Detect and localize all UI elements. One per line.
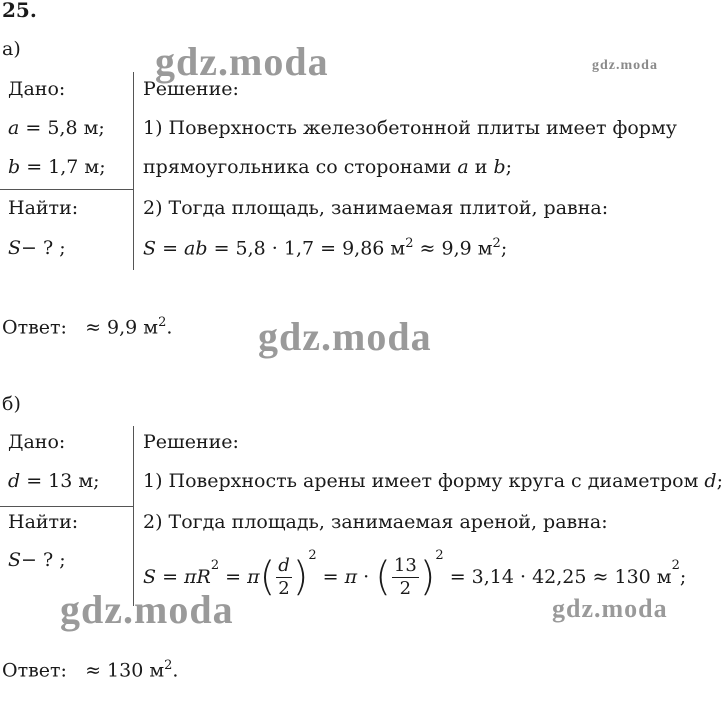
part-a-find: [8, 237, 66, 259]
step1-text: прямоугольника со сторонами: [143, 156, 458, 178]
formula-calc: = 3,14 · 42,25 ≈ 130 м: [443, 566, 672, 588]
var-d: d: [704, 470, 717, 492]
given-b-value: = 1,7 м;: [20, 156, 106, 178]
exp: 2: [435, 548, 444, 563]
part-b-given-title: Дано:: [8, 431, 66, 453]
var-b: b: [8, 156, 21, 178]
part-a-given-b: [8, 156, 106, 178]
semicolon: ;: [505, 156, 513, 178]
watermark-logo: gdz.moda: [155, 39, 329, 84]
part-a-given-title: Дано:: [8, 78, 66, 100]
part-b-step2: 2) Тогда площадь, занимаемая ареной, равна:: [143, 511, 608, 533]
exp: 2: [210, 558, 220, 573]
exp: 2: [671, 558, 680, 573]
and-word: и: [468, 156, 494, 178]
watermark-logo: gdz.moda: [552, 594, 668, 623]
var-ab: ab: [184, 237, 208, 260]
part-b-solution-title: Решение:: [143, 431, 239, 453]
frac-den: 2: [399, 577, 412, 599]
period: .: [166, 316, 173, 339]
formula-calc: = 5,8 · 1,7 = 9,86 м: [207, 237, 406, 260]
watermark-logo: gdz.moda: [258, 314, 432, 359]
var-S: S: [8, 237, 22, 259]
part-a-divider-horizontal: [0, 189, 133, 190]
semicolon: ;: [679, 566, 687, 588]
var-b: b: [493, 156, 506, 178]
var-a: a: [457, 156, 469, 178]
var-a: a: [8, 117, 20, 139]
equals: =: [316, 566, 345, 588]
part-a-given-a: [8, 117, 105, 139]
problem-number: 25.: [2, 0, 37, 22]
left-paren: (: [375, 554, 391, 600]
find-rest: − ? ;: [21, 237, 66, 259]
exp: 2: [492, 236, 501, 251]
exp: 2: [164, 658, 173, 673]
fraction-d-over-2: [276, 555, 292, 600]
part-b-given-d: [8, 470, 100, 492]
pi-R: πR: [184, 566, 211, 588]
part-a-divider-vertical: [133, 72, 134, 270]
part-b-answer: [2, 658, 178, 681]
frac-num: 13: [393, 554, 417, 576]
given-d-value: = 13 м;: [20, 470, 100, 492]
part-b-step1: [143, 470, 723, 492]
part-b-divider-horizontal: [0, 506, 133, 507]
watermark-logo: gdz.moda: [60, 587, 234, 632]
given-a-value: = 5,8 м;: [19, 117, 105, 139]
part-b-find-title: Найти:: [8, 511, 79, 533]
period: .: [172, 659, 179, 682]
pi: π: [344, 566, 358, 588]
fraction-13-over-2: [392, 555, 419, 600]
answer-label: Ответ:: [2, 316, 67, 339]
right-paren: ): [419, 554, 436, 600]
part-b-find: [8, 549, 66, 571]
right-paren: ): [292, 554, 309, 600]
part-a-step2: 2) Тогда площадь, занимаемая плитой, равна:: [143, 197, 609, 219]
step1-text: 1) Поверхность арены имеет форму круга с диаметром: [143, 470, 705, 492]
exp: 2: [308, 548, 317, 563]
semicolon: ;: [716, 470, 723, 492]
part-a-label: а): [2, 38, 21, 60]
part-b-label: б): [2, 393, 21, 415]
answer-value: ≈ 130 м: [85, 659, 165, 682]
watermark-logo-small: gdz.moda: [592, 58, 658, 73]
part-b-divider-vertical: [133, 426, 134, 606]
part-a-step1-line2: [143, 156, 512, 178]
equals: =: [156, 566, 185, 588]
dot: ·: [357, 566, 376, 588]
equals: =: [156, 237, 185, 260]
frac-den: 2: [278, 577, 290, 599]
part-a-find-title: Найти:: [8, 197, 79, 219]
part-a-solution-title: Решение:: [143, 78, 239, 100]
part-a-formula: [143, 236, 507, 259]
exp: 2: [405, 236, 414, 251]
formula-approx: ≈ 9,9 м: [413, 237, 493, 260]
frac-num: d: [278, 554, 290, 576]
pi: π: [247, 566, 260, 588]
left-paren: (: [259, 554, 276, 600]
part-a-step1-line1: 1) Поверхность железобетонной плиты имеет форму: [143, 117, 677, 139]
var-S: S: [143, 566, 157, 588]
answer-value: ≈ 9,9 м: [85, 316, 159, 339]
var-S: S: [8, 549, 22, 571]
exp: 2: [158, 315, 167, 330]
part-a-answer: [2, 315, 172, 338]
semicolon: ;: [500, 237, 508, 260]
answer-label: Ответ:: [2, 659, 67, 682]
find-rest: − ? ;: [21, 549, 66, 571]
equals: =: [219, 566, 248, 588]
var-d: d: [8, 470, 21, 492]
var-S: S: [143, 237, 157, 260]
